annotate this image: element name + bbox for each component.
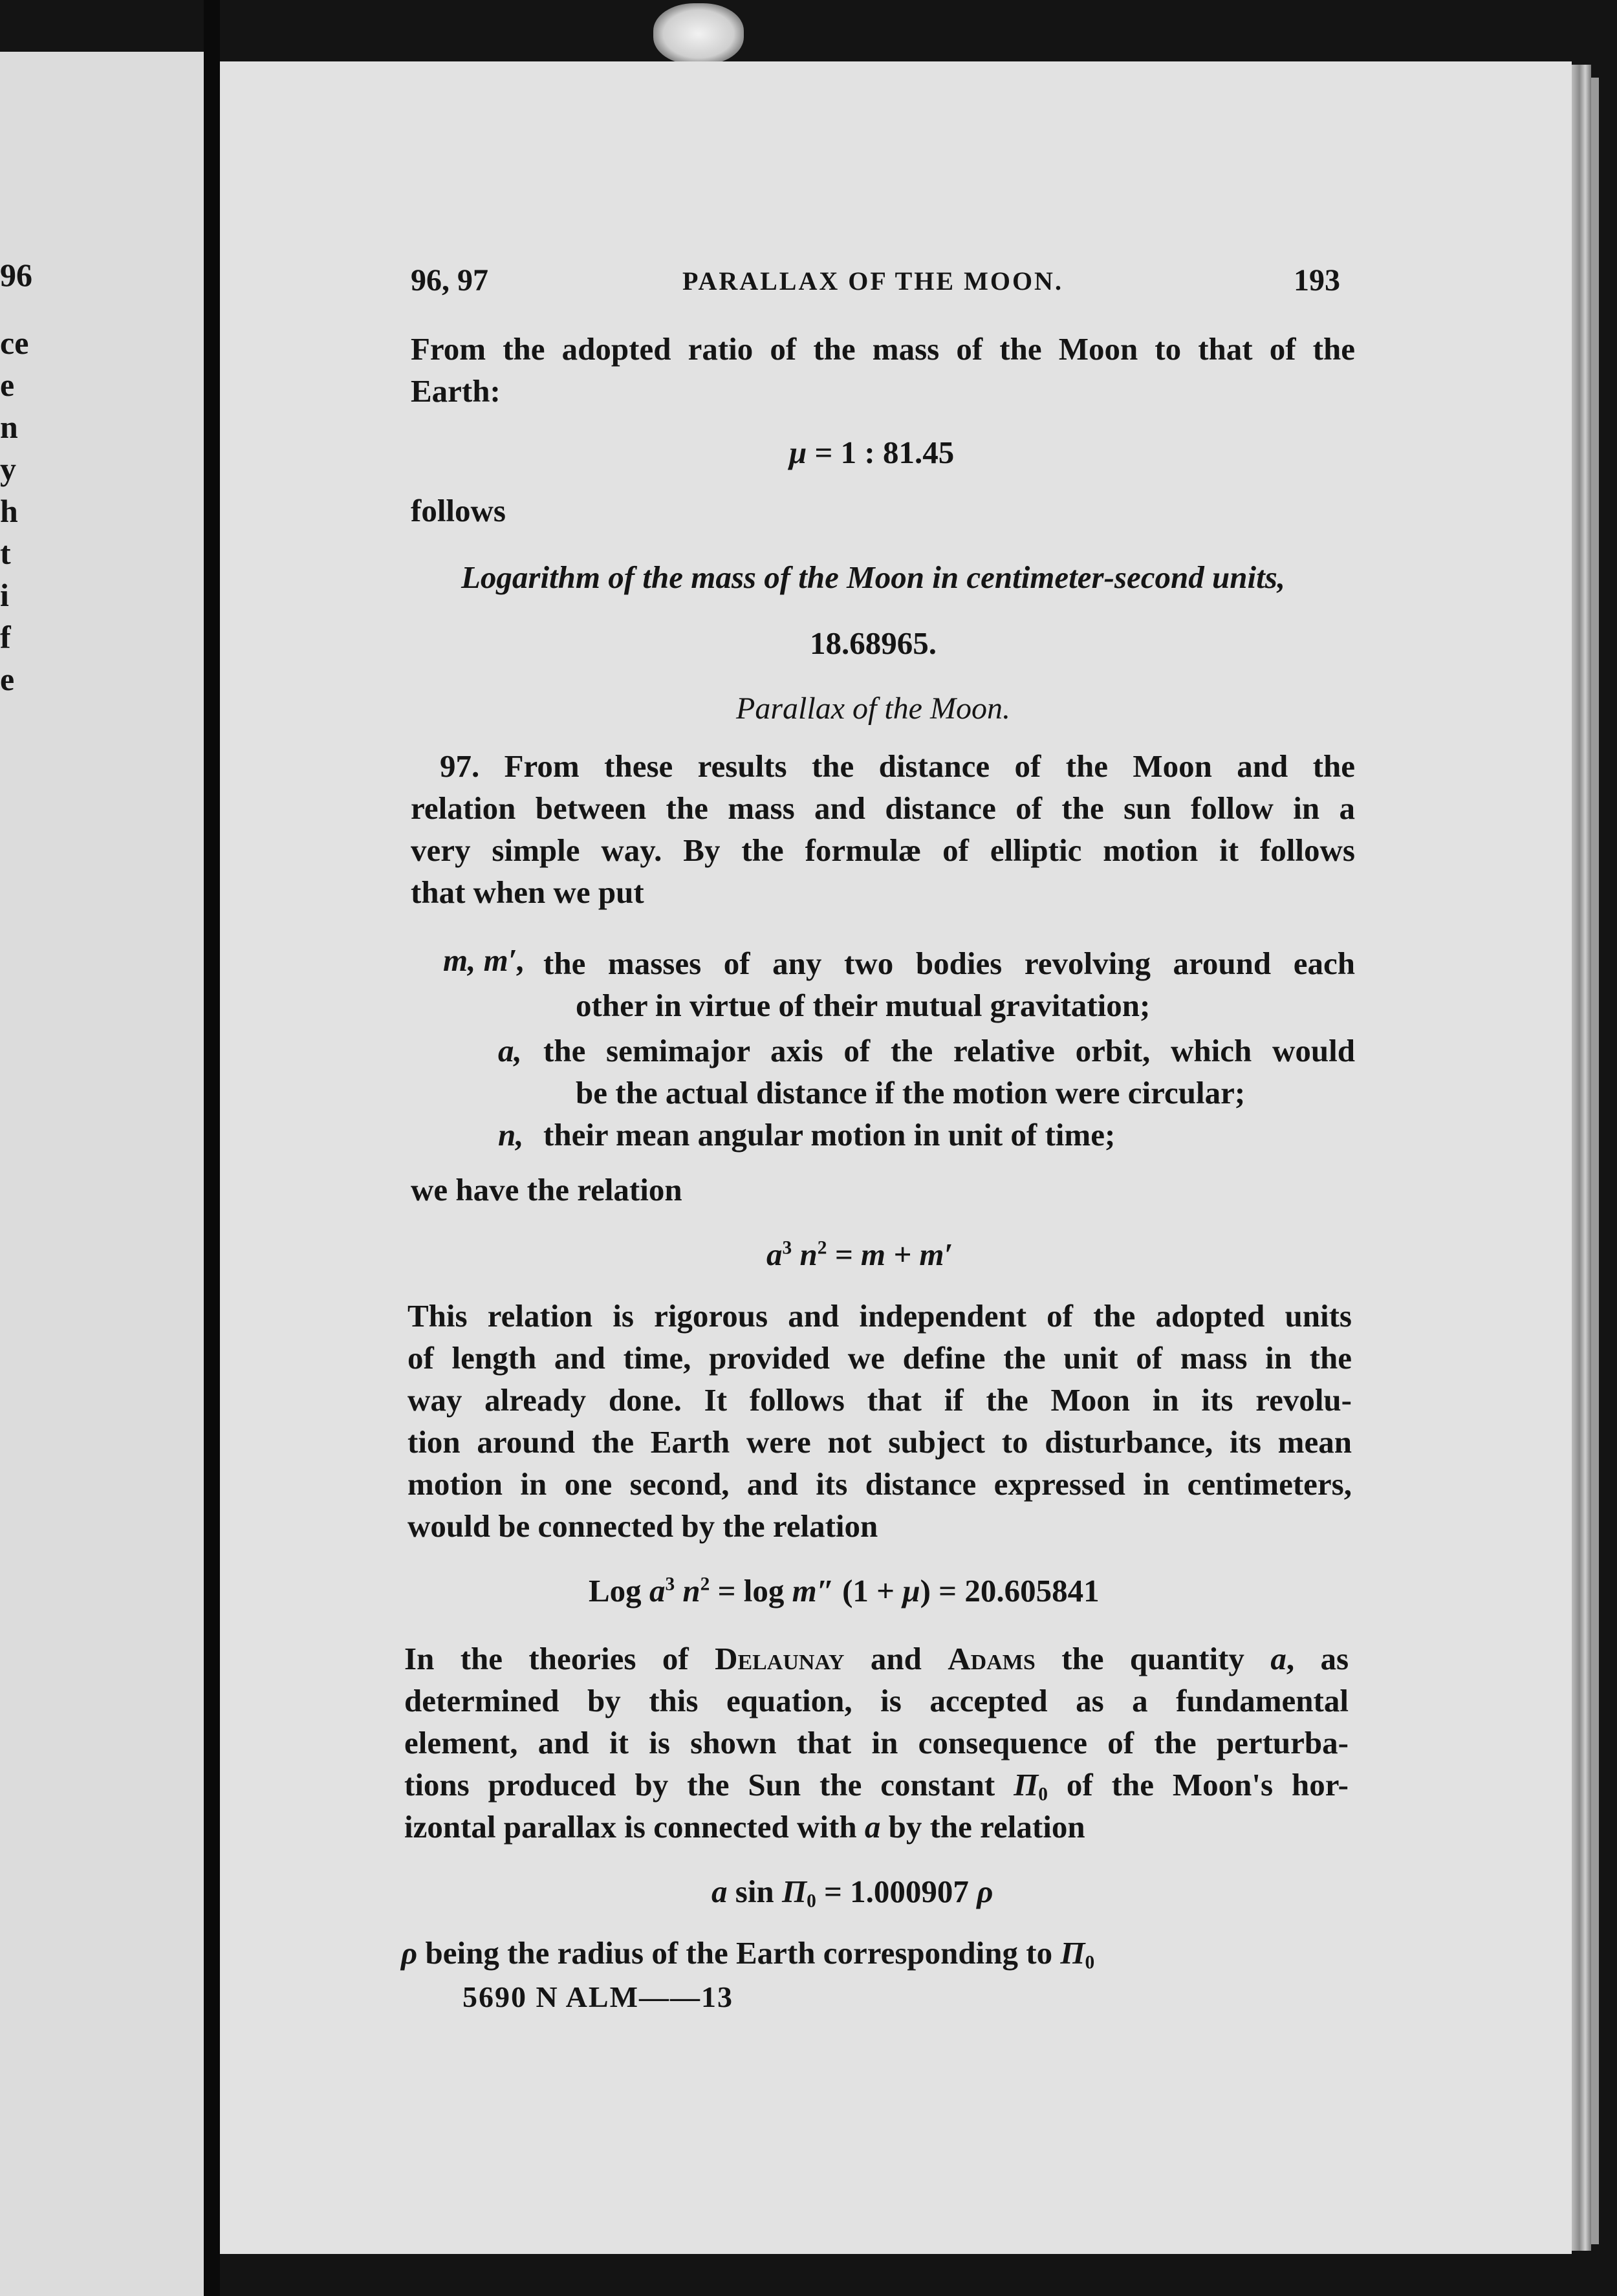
body-line: element, and it is shown that in consequence of the perturba- [404,1725,1349,1760]
signature-mark: 5690 N ALM——13 [462,1980,733,2013]
var-pi: Π [1014,1767,1039,1803]
exponent: 3 [782,1237,792,1259]
equation-rhs: = 1.000907 [824,1874,969,1909]
body-line: 97. From these results the distance of the Moon and the [440,748,1355,784]
body-line: Earth: [411,373,501,409]
page-number: 193 [1294,263,1340,298]
body-line: determined by this equation, is accepted as a fundamental [404,1683,1349,1718]
exponent: 2 [817,1237,827,1259]
subscript: 0 [807,1890,816,1912]
body-line [404,1643,1349,1674]
text-run: the quantity [1061,1641,1244,1676]
body-line [404,1767,1349,1805]
body-line: of length and time, provided we define the unit of mass in the [407,1340,1352,1376]
mu-symbol: μ [789,435,807,470]
var-pi: Π [781,1874,807,1909]
body-line: very simple way. By the formulæ of elliptic motion it follows [411,832,1355,868]
body-line: From the adopted ratio of the mass of the Moon to that of the [411,331,1355,367]
author-adams: Adams [948,1641,1036,1676]
var-n: n [682,1573,700,1608]
left-page-fragment: h [0,493,18,529]
section-heading: Parallax of the Moon. [736,691,1010,726]
var-a: a [1270,1641,1286,1676]
definition-text: their mean angular motion in unit of time; [543,1117,1116,1153]
definition-text: other in virtue of their mutual gravitation; [576,988,1151,1023]
equation-log [589,1575,1100,1607]
body-line: tion around the Earth were not subject to disturbance, its mean [407,1424,1352,1460]
text-run: , as [1286,1641,1349,1676]
text-run: izontal parallax is connected with [404,1809,857,1845]
body-line [404,1811,1085,1843]
left-page-fragment: e [0,367,15,403]
text-run: by the relation [888,1809,1085,1845]
var-rho: ρ [977,1874,993,1909]
text-run: of the Moon's hor- [1066,1767,1349,1803]
page-edge [1572,65,1591,2251]
text-run: tions produced by the Sun the constant [404,1767,995,1803]
mu-symbol: μ [902,1573,920,1608]
page-edge-inner [1591,78,1599,2244]
log-value: 18.68965. [810,625,937,661]
equation-paren: (1 + [842,1573,895,1608]
left-page-fragment: ce [0,325,29,361]
definition-text: be the actual distance if the motion were circular; [576,1075,1246,1110]
text-run: In the theories of [404,1641,689,1676]
book-gutter [204,0,220,2296]
body-line: This relation is rigorous and independent of the adopted units [407,1298,1352,1334]
section-numbers: 96, 97 [411,263,488,298]
subscript: 0 [1085,1952,1095,1973]
sin-word: sin [735,1874,774,1909]
left-page-fragment: 96 [0,257,32,293]
left-page-fragment: f [0,619,11,655]
var-a: a [649,1573,666,1608]
body-line: we have the relation [411,1172,682,1208]
body-line: relation between the mass and distance of the sun follow in a [411,790,1355,826]
definition-symbol: n, [498,1117,524,1153]
var-a: a [766,1237,783,1272]
var-rho: ρ [401,1935,418,1971]
var-a: a [864,1809,881,1845]
definition-text: the masses of any two bodies revolving around each [543,946,1355,981]
var-a: a [711,1874,728,1909]
text-run: and [870,1641,922,1676]
var-pi: Π [1060,1935,1085,1971]
log-heading: Logarithm of the mass of the Moon in centimeter-second units, [461,559,1286,595]
body-line: that when we put [411,874,644,910]
paper-stain [653,3,744,65]
left-page-fragment: n [0,409,18,445]
text-run: being the radius of the Earth corresponding to [425,1935,1053,1971]
body-line: way already done. It follows that if the Moon in its revolu- [407,1382,1352,1418]
equation-sin [711,1874,993,1912]
left-page [0,52,204,2296]
body-line: follows [411,493,506,528]
exponent: 3 [665,1574,675,1595]
log-word: Log [589,1573,642,1608]
body-line: would be connected by the relation [407,1508,878,1544]
equation-rhs: ) = 20.605841 [920,1573,1100,1608]
equation-kepler [766,1239,953,1270]
var-m: m″ [792,1573,834,1608]
exponent: 2 [700,1574,710,1595]
body-line [401,1935,1095,1973]
definition-symbol: a, [498,1033,522,1068]
definition-symbol: m, m′, [443,942,525,978]
running-title: PARALLAX OF THE MOON. [682,266,1063,296]
definition-text: the semimajor axis of the relative orbit, which would [543,1033,1355,1068]
equation-mass-ratio [789,437,954,468]
equation-mid: = log [717,1573,785,1608]
left-page-fragment: y [0,451,16,487]
equation-rhs: = 1 : 81.45 [814,435,955,470]
left-page-fragment: i [0,577,9,613]
var-n: n [799,1237,818,1272]
body-line: motion in one second, and its distance expressed in centimeters, [407,1466,1352,1502]
subscript: 0 [1038,1784,1048,1805]
author-delaunay: Delaunay [715,1641,845,1676]
equation-rhs: = m + m′ [834,1237,953,1272]
left-page-fragment: t [0,535,11,571]
left-page-fragment: e [0,661,15,697]
